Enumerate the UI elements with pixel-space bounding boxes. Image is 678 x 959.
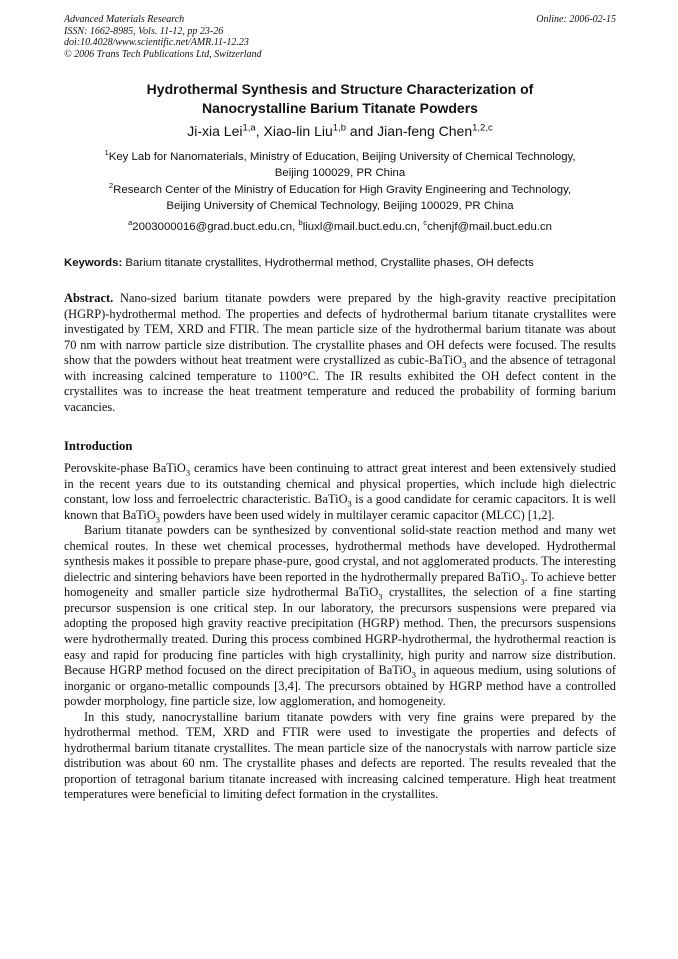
paragraph-text: Barium titanate powders can be synthesized by conventional solid-state reaction method and many wet chemical routes. In these wet chemical processes, hydrothermal methods have developed. Hydrothermal synthesis makes it possible to prepare phase-pure, good crystal, and not agglomerated products. The interesting dielectric and sintering behaviors have been reported in the hydrothermally prepared BaTiO xyxy=(64,523,616,584)
email-a[interactable]: 2003000016@grad.buct.edu.cn xyxy=(132,221,293,233)
author-list xyxy=(64,122,616,140)
paragraph-text: crystallites, the selection of a fine starting precursor suspension is one critical step. In our laboratory, the precursors suspensions were prepared via adopting the proposed high gravity reactive precipitation (HGRP) method. Then, the precursors suspensions were hydrothermally treated. During this process combined HGRP-hydrothermal, the hydrothermal reaction is easy and rapid for producing fine particles with high crystallinity, high purity and narrow size distribution. Because HGRP method focused on the direct precipitation of BaTiO xyxy=(64,585,616,678)
subscript: 3 xyxy=(462,359,467,370)
affiliation-2 xyxy=(64,183,616,214)
title-line-1: Hydrothermal Synthesis and Structure Characterization of xyxy=(146,81,534,97)
author-emails xyxy=(64,220,616,235)
introduction-heading: Introduction xyxy=(64,439,133,453)
copyright-line: © 2006 Trans Tech Publications Ltd, Switzerland xyxy=(64,48,262,60)
email-separator: , xyxy=(292,221,299,233)
abstract-label: Abstract. xyxy=(64,291,114,305)
author-2-affil: 1,b xyxy=(332,122,347,134)
subscript: 3 xyxy=(378,591,383,602)
online-date: Online: 2006-02-15 xyxy=(536,14,616,25)
introduction-body xyxy=(64,461,616,803)
paragraph-text: . To achieve better homogeneity and smaller particle size hydrothermal BaTiO xyxy=(64,569,616,600)
abstract xyxy=(64,291,616,415)
affiliation-2-number: 2 xyxy=(108,181,114,191)
journal-header xyxy=(64,14,616,60)
abstract-text: and the absence of tetragonal with increasing calcined temperature to 1100°C. The IR results exhibited the OH defect content in the crystallites was to increase the heat treatment temperature and reduced the probability of forming barium vacancies. xyxy=(64,353,616,414)
paragraph-text: Perovskite-phase BaTiO xyxy=(64,461,186,475)
subscript: 3 xyxy=(347,498,352,509)
keywords-label: Keywords: xyxy=(64,257,123,269)
intro-paragraph-2 xyxy=(64,523,616,710)
paper-title xyxy=(64,80,616,118)
title-line-2: Nanocrystalline Barium Titanate Powders xyxy=(202,100,478,116)
paragraph-text: is a good candidate for ceramic capacitors. It is well known that BaTiO xyxy=(64,492,616,522)
author-separator: , xyxy=(255,123,264,139)
affiliation-1-line-2: Beijing 100029, PR China xyxy=(274,166,406,179)
journal-name: Advanced Materials Research xyxy=(64,14,185,25)
paragraph-text: ceramics have been continuing to attract great interest and been extensively studied in the recent years due to its outstanding chemical and physical properties, which include high dielectric constant, low loss and ferroelectric characteristic. BaTiO xyxy=(64,461,616,507)
author-separator: and xyxy=(346,123,378,139)
paragraph-text: powders have been used widely in multilayer ceramic capacitor (MLCC) [1,2]. xyxy=(160,507,555,522)
author-1: Ji-xia Lei xyxy=(187,123,243,139)
author-3: Jian-feng Chen xyxy=(377,123,473,139)
intro-paragraph-3: In this study, nanocrystalline barium titanate powders with very fine grains were prepared by the hydrothermal method. TEM, XRD and FTIR were used to investigate the properties and defects of hydrothermal barium titanate crystallites. The mean particle size of the nanocrystals with narrow particle size distribution was about 60 nm. The crystallite phases and defects are reported. The results revealed that the proportion of tetragonal barium titanate increased with increasing calcined temperature. High heat treatment temperatures were beneficial to limiting defect formation in the crystallites. xyxy=(64,709,616,802)
affiliation-1-number: 1 xyxy=(104,148,109,158)
intro-paragraph-1 xyxy=(64,461,616,523)
email-c-marker: c xyxy=(423,218,428,228)
keywords xyxy=(64,256,616,271)
email-b[interactable]: liuxl@mail.buct.edu.cn xyxy=(302,221,417,233)
email-b-marker: b xyxy=(298,218,303,228)
paragraph-text: in aqueous medium, using solutions of inorganic or organo-metallic compounds [3,4]. The precursors obtained by HGRP method have a controlled powder morphology, fine particle size, low agglomeration, and homogeneity. xyxy=(64,663,616,709)
author-2: Xiao-lin Liu xyxy=(263,123,333,139)
affiliation-2-line-2: Beijing University of Chemical Technology, Beijing 100029, PR China xyxy=(166,199,514,212)
issn-line: ISSN: 1662-8985, Vols. 11-12, pp 23-26 xyxy=(64,25,224,37)
abstract-text: Nano-sized barium titanate powders were prepared by the high-gravity reactive precipitation (HGRP)-hydrothermal method. The properties and defects of hydrothermal barium titanate crystallites were investigated by TEM, XRD and FTIR. The mean particle size of the hydrothermal barium titanate was about 70 nm with narrow particle size distribution. The crystallite phases and OH defects were focused. The results show that the powders without heat treatment were crystallized as cubic-BaTiO xyxy=(64,291,616,368)
author-3-affil: 1,2,c xyxy=(472,122,493,134)
email-c[interactable]: chenjf@mail.buct.edu.cn xyxy=(427,221,552,233)
email-separator: , xyxy=(416,221,424,233)
email-a-marker: a xyxy=(127,218,133,228)
affiliation-1 xyxy=(64,150,616,181)
subscript: 3 xyxy=(520,576,525,587)
doi-line: doi:10.4028/www.scientific.net/AMR.11-12.23 xyxy=(64,37,249,49)
subscript: 3 xyxy=(411,669,416,680)
subscript: 3 xyxy=(155,514,161,525)
author-1-affil: 1,a xyxy=(242,122,256,134)
affiliation-2-line-1: Research Center of the Ministry of Education for High Gravity Engineering and Technology, xyxy=(113,184,572,196)
affiliation-1-line-1: Key Lab for Nanomaterials, Ministry of Education, Beijing University of Chemical Technology, xyxy=(108,151,576,163)
keywords-text: Barium titanate crystallites, Hydrothermal method, Crystallite phases, OH defects xyxy=(122,257,534,269)
subscript: 3 xyxy=(185,467,191,478)
